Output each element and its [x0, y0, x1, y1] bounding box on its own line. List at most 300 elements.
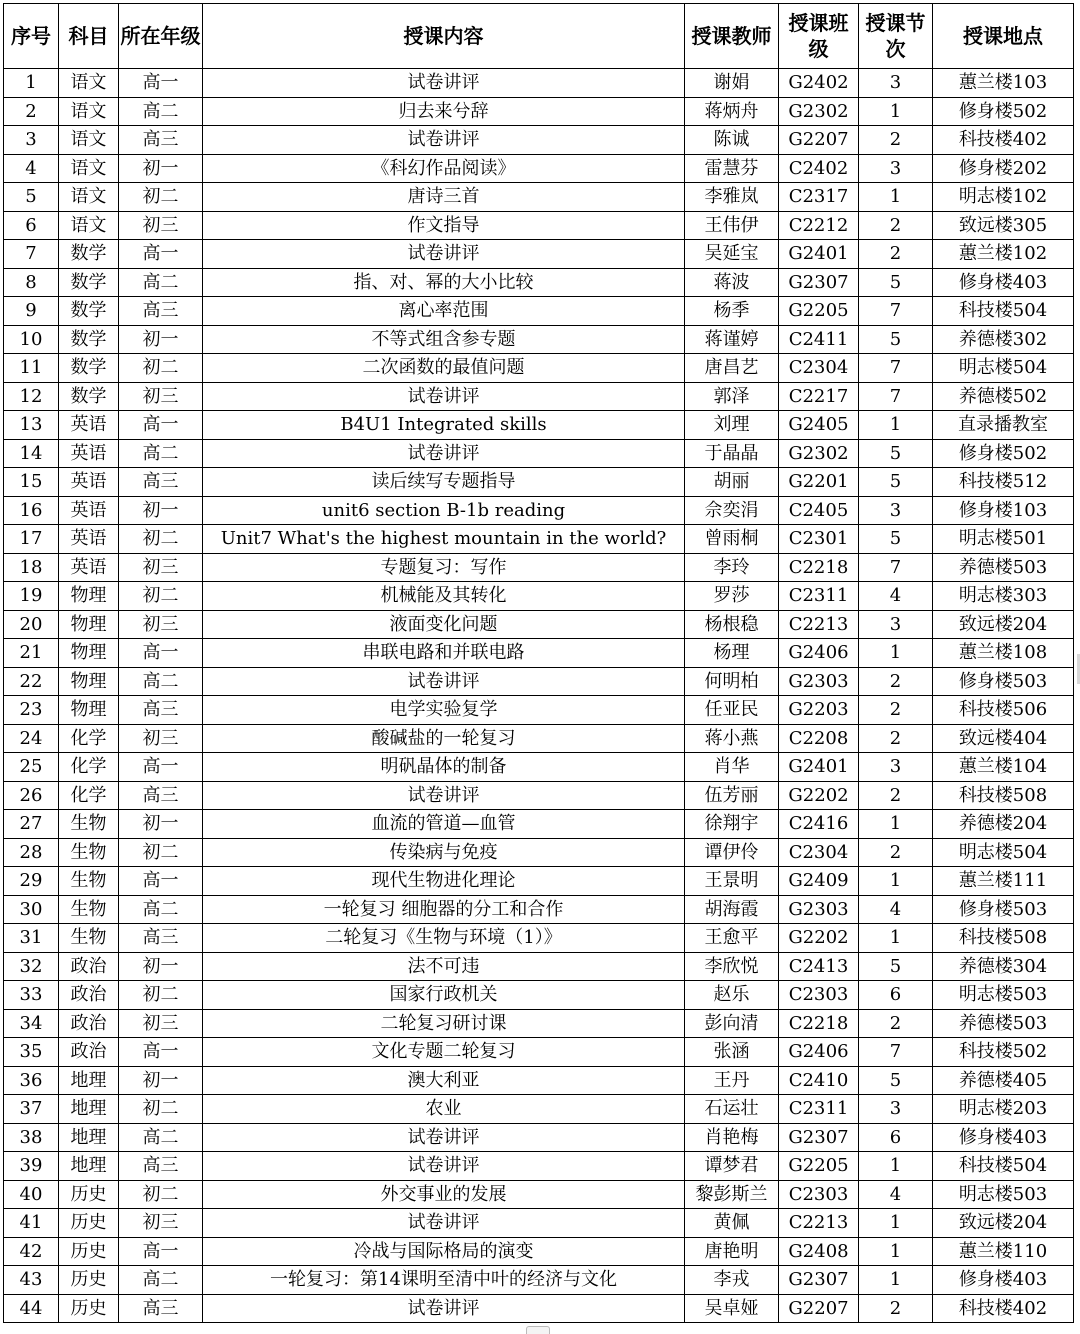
cell-grade: 初三 — [119, 211, 203, 240]
cell-teacher: 王伟伊 — [685, 211, 779, 240]
cell-location: 致远楼305 — [933, 211, 1074, 240]
cell-class: G2401 — [779, 240, 859, 269]
cell-subject: 生物 — [59, 867, 119, 896]
cell-class: G2205 — [779, 1152, 859, 1181]
cell-teacher: 于晶晶 — [685, 439, 779, 468]
cell-subject: 历史 — [59, 1180, 119, 1209]
cell-teacher: 吴卓娅 — [685, 1294, 779, 1323]
cell-class: G2207 — [779, 1294, 859, 1323]
header-location: 授课地点 — [933, 4, 1074, 69]
cell-grade: 初一 — [119, 952, 203, 981]
cell-period: 5 — [859, 952, 933, 981]
cell-subject: 政治 — [59, 981, 119, 1010]
table-row — [4, 867, 1074, 896]
cell-subject: 生物 — [59, 924, 119, 953]
cell-grade: 高三 — [119, 781, 203, 810]
cell-subject: 语文 — [59, 211, 119, 240]
cell-teacher: 罗莎 — [685, 582, 779, 611]
cell-location: 科技楼502 — [933, 1038, 1074, 1067]
cell-teacher: 刘理 — [685, 411, 779, 440]
cell-subject: 数学 — [59, 240, 119, 269]
cell-teacher: 黄佩 — [685, 1209, 779, 1238]
cell-class: C2303 — [779, 981, 859, 1010]
table-row — [4, 69, 1074, 98]
cell-content: 归去来兮辞 — [203, 97, 685, 126]
cell-teacher: 赵乐 — [685, 981, 779, 1010]
cell-class: C2416 — [779, 810, 859, 839]
table-row — [4, 1180, 1074, 1209]
cell-location: 修身楼103 — [933, 496, 1074, 525]
cell-location: 科技楼506 — [933, 696, 1074, 725]
cell-location: 养德楼405 — [933, 1066, 1074, 1095]
cell-grade: 初一 — [119, 154, 203, 183]
cell-content: 作文指导 — [203, 211, 685, 240]
cell-teacher: 谭伊伶 — [685, 838, 779, 867]
cell-teacher: 李玲 — [685, 553, 779, 582]
cell-period: 2 — [859, 724, 933, 753]
cell-period: 6 — [859, 981, 933, 1010]
cell-content: 机械能及其转化 — [203, 582, 685, 611]
cell-grade: 初一 — [119, 810, 203, 839]
cell-location: 科技楼512 — [933, 468, 1074, 497]
cell-teacher: 胡海霞 — [685, 895, 779, 924]
cell-period: 3 — [859, 496, 933, 525]
cell-subject: 历史 — [59, 1237, 119, 1266]
cell-period: 3 — [859, 1095, 933, 1124]
table-row — [4, 696, 1074, 725]
cell-class: G2201 — [779, 468, 859, 497]
cell-grade: 高二 — [119, 895, 203, 924]
cell-teacher: 王景明 — [685, 867, 779, 896]
cell-grade: 高一 — [119, 240, 203, 269]
cell-content: 一轮复习：第14课明至清中叶的经济与文化 — [203, 1266, 685, 1295]
cell-location: 明志楼102 — [933, 183, 1074, 212]
table-row — [4, 325, 1074, 354]
header-grade: 所在年级 — [119, 4, 203, 69]
cell-class: G2307 — [779, 1266, 859, 1295]
cell-index: 23 — [4, 696, 59, 725]
cell-grade: 初一 — [119, 496, 203, 525]
cell-subject: 物理 — [59, 610, 119, 639]
table-row — [4, 1123, 1074, 1152]
table-row — [4, 1209, 1074, 1238]
cell-class: C2311 — [779, 582, 859, 611]
cell-content: 电学实验复学 — [203, 696, 685, 725]
cell-content: 串联电路和并联电路 — [203, 639, 685, 668]
table-row — [4, 468, 1074, 497]
cell-period: 2 — [859, 1009, 933, 1038]
cell-index: 32 — [4, 952, 59, 981]
cell-content: 法不可违 — [203, 952, 685, 981]
cell-period: 1 — [859, 867, 933, 896]
cell-period: 7 — [859, 553, 933, 582]
table-row — [4, 382, 1074, 411]
cell-index: 14 — [4, 439, 59, 468]
cell-grade: 高二 — [119, 268, 203, 297]
table-row — [4, 838, 1074, 867]
cell-teacher: 黎彭斯兰 — [685, 1180, 779, 1209]
cell-teacher: 蒋谨婷 — [685, 325, 779, 354]
cell-class: G2409 — [779, 867, 859, 896]
cell-class: C2212 — [779, 211, 859, 240]
cell-index: 11 — [4, 354, 59, 383]
cell-index: 27 — [4, 810, 59, 839]
cell-content: 一轮复习 细胞器的分工和合作 — [203, 895, 685, 924]
table-row — [4, 126, 1074, 155]
cell-location: 致远楼404 — [933, 724, 1074, 753]
cell-class: C2218 — [779, 553, 859, 582]
cell-period: 3 — [859, 69, 933, 98]
cell-subject: 政治 — [59, 952, 119, 981]
cell-location: 修身楼202 — [933, 154, 1074, 183]
cell-grade: 初二 — [119, 838, 203, 867]
cell-location: 明志楼504 — [933, 838, 1074, 867]
cell-location: 科技楼402 — [933, 1294, 1074, 1323]
cell-period: 2 — [859, 1294, 933, 1323]
cell-period: 2 — [859, 838, 933, 867]
cell-index: 43 — [4, 1266, 59, 1295]
cell-teacher: 蒋波 — [685, 268, 779, 297]
cell-index: 4 — [4, 154, 59, 183]
table-row — [4, 810, 1074, 839]
cell-location: 修身楼503 — [933, 667, 1074, 696]
cell-period: 5 — [859, 268, 933, 297]
cell-subject: 语文 — [59, 126, 119, 155]
cell-subject: 英语 — [59, 525, 119, 554]
cell-index: 34 — [4, 1009, 59, 1038]
cell-teacher: 李戎 — [685, 1266, 779, 1295]
cell-grade: 高三 — [119, 126, 203, 155]
cell-teacher: 彭向清 — [685, 1009, 779, 1038]
cell-location: 明志楼504 — [933, 354, 1074, 383]
table-row — [4, 895, 1074, 924]
cell-period: 1 — [859, 810, 933, 839]
cell-period: 6 — [859, 1123, 933, 1152]
cell-class: G2406 — [779, 1038, 859, 1067]
cell-content: 专题复习：写作 — [203, 553, 685, 582]
table-row — [4, 981, 1074, 1010]
cell-location: 修身楼502 — [933, 439, 1074, 468]
cell-content: 试卷讲评 — [203, 126, 685, 155]
cell-location: 明志楼203 — [933, 1095, 1074, 1124]
cell-index: 42 — [4, 1237, 59, 1266]
cell-period: 1 — [859, 411, 933, 440]
cell-location: 致远楼204 — [933, 610, 1074, 639]
cell-grade: 高一 — [119, 69, 203, 98]
cell-grade: 高三 — [119, 297, 203, 326]
cell-content: 试卷讲评 — [203, 1294, 685, 1323]
cell-location: 养德楼502 — [933, 382, 1074, 411]
cell-content: 试卷讲评 — [203, 439, 685, 468]
cell-content: 试卷讲评 — [203, 1123, 685, 1152]
cell-grade: 高二 — [119, 439, 203, 468]
cell-subject: 历史 — [59, 1266, 119, 1295]
cell-period: 2 — [859, 240, 933, 269]
cell-teacher: 杨理 — [685, 639, 779, 668]
cell-grade: 高二 — [119, 1266, 203, 1295]
cell-content: 离心率范围 — [203, 297, 685, 326]
cell-location: 科技楼504 — [933, 297, 1074, 326]
cell-period: 1 — [859, 639, 933, 668]
cell-grade: 初三 — [119, 382, 203, 411]
table-row — [4, 639, 1074, 668]
cell-content: 二轮复习研讨课 — [203, 1009, 685, 1038]
cell-teacher: 王丹 — [685, 1066, 779, 1095]
cell-index: 5 — [4, 183, 59, 212]
cell-teacher: 伍芳丽 — [685, 781, 779, 810]
cell-teacher: 蒋小燕 — [685, 724, 779, 753]
cell-grade: 初三 — [119, 1209, 203, 1238]
cell-index: 30 — [4, 895, 59, 924]
cell-period: 2 — [859, 667, 933, 696]
cell-class: G2303 — [779, 667, 859, 696]
cell-subject: 英语 — [59, 496, 119, 525]
cell-index: 17 — [4, 525, 59, 554]
cell-teacher: 谢娟 — [685, 69, 779, 98]
table-row — [4, 439, 1074, 468]
cell-subject: 地理 — [59, 1152, 119, 1181]
cell-grade: 高一 — [119, 753, 203, 782]
cell-location: 蕙兰楼104 — [933, 753, 1074, 782]
cell-class: C2304 — [779, 838, 859, 867]
cell-teacher: 唐艳明 — [685, 1237, 779, 1266]
cell-period: 2 — [859, 696, 933, 725]
cell-content: 指、对、幂的大小比较 — [203, 268, 685, 297]
table-row — [4, 1237, 1074, 1266]
cell-period: 5 — [859, 439, 933, 468]
cell-subject: 政治 — [59, 1038, 119, 1067]
cell-index: 26 — [4, 781, 59, 810]
header-teacher: 授课教师 — [685, 4, 779, 69]
cell-subject: 生物 — [59, 895, 119, 924]
cell-class: G2202 — [779, 924, 859, 953]
table-row — [4, 781, 1074, 810]
header-period: 授课节次 — [859, 4, 933, 69]
cell-period: 5 — [859, 468, 933, 497]
cell-subject: 数学 — [59, 297, 119, 326]
cell-subject: 物理 — [59, 667, 119, 696]
cell-class: G2405 — [779, 411, 859, 440]
cell-class: C2208 — [779, 724, 859, 753]
cell-class: C2301 — [779, 525, 859, 554]
table-row — [4, 610, 1074, 639]
cell-content: 明矾晶体的制备 — [203, 753, 685, 782]
cell-teacher: 张涵 — [685, 1038, 779, 1067]
cell-period: 3 — [859, 154, 933, 183]
cell-teacher: 王愈平 — [685, 924, 779, 953]
cell-class: G2401 — [779, 753, 859, 782]
cell-index: 10 — [4, 325, 59, 354]
cell-period: 3 — [859, 610, 933, 639]
cell-teacher: 杨季 — [685, 297, 779, 326]
table-row — [4, 753, 1074, 782]
cell-class: C2402 — [779, 154, 859, 183]
cell-grade: 初二 — [119, 981, 203, 1010]
cell-period: 2 — [859, 126, 933, 155]
table-row — [4, 97, 1074, 126]
cell-subject: 生物 — [59, 838, 119, 867]
cell-class: G2302 — [779, 439, 859, 468]
cell-index: 20 — [4, 610, 59, 639]
cell-grade: 高三 — [119, 696, 203, 725]
cell-teacher: 李雅岚 — [685, 183, 779, 212]
cell-period: 1 — [859, 183, 933, 212]
cell-class: C2405 — [779, 496, 859, 525]
cell-class: C2213 — [779, 610, 859, 639]
cell-index: 1 — [4, 69, 59, 98]
cell-subject: 数学 — [59, 325, 119, 354]
cell-grade: 高三 — [119, 1152, 203, 1181]
cell-grade: 高三 — [119, 468, 203, 497]
cell-class: C2213 — [779, 1209, 859, 1238]
table-row — [4, 1038, 1074, 1067]
cell-location: 明志楼503 — [933, 981, 1074, 1010]
table-row — [4, 297, 1074, 326]
cell-content: unit6 section B-1b reading — [203, 496, 685, 525]
cell-location: 养德楼503 — [933, 1009, 1074, 1038]
cell-location: 养德楼302 — [933, 325, 1074, 354]
cell-grade: 初二 — [119, 354, 203, 383]
cell-teacher: 唐昌艺 — [685, 354, 779, 383]
cell-content: 试卷讲评 — [203, 781, 685, 810]
cell-teacher: 李欣悦 — [685, 952, 779, 981]
cell-subject: 政治 — [59, 1009, 119, 1038]
cell-location: 修身楼502 — [933, 97, 1074, 126]
cell-location: 修身楼503 — [933, 895, 1074, 924]
cell-location: 致远楼204 — [933, 1209, 1074, 1238]
cell-subject: 语文 — [59, 69, 119, 98]
cell-location: 明志楼303 — [933, 582, 1074, 611]
cell-content: 国家行政机关 — [203, 981, 685, 1010]
cell-grade: 初二 — [119, 582, 203, 611]
cell-content: 冷战与国际格局的演变 — [203, 1237, 685, 1266]
cell-subject: 英语 — [59, 553, 119, 582]
cell-index: 15 — [4, 468, 59, 497]
cell-index: 38 — [4, 1123, 59, 1152]
cell-subject: 物理 — [59, 639, 119, 668]
cell-teacher: 佘奕涓 — [685, 496, 779, 525]
cell-class: C2217 — [779, 382, 859, 411]
table-row — [4, 1294, 1074, 1323]
cell-grade: 高一 — [119, 411, 203, 440]
header-index: 序号 — [4, 4, 59, 69]
cell-content: 试卷讲评 — [203, 69, 685, 98]
cell-grade: 初二 — [119, 525, 203, 554]
cell-content: 液面变化问题 — [203, 610, 685, 639]
cell-period: 3 — [859, 753, 933, 782]
cell-content: 农业 — [203, 1095, 685, 1124]
cell-location: 修身楼403 — [933, 268, 1074, 297]
cell-content: 澳大利亚 — [203, 1066, 685, 1095]
cell-subject: 地理 — [59, 1066, 119, 1095]
cell-period: 4 — [859, 895, 933, 924]
cell-index: 28 — [4, 838, 59, 867]
cell-index: 31 — [4, 924, 59, 953]
cell-grade: 初一 — [119, 1066, 203, 1095]
cell-index: 33 — [4, 981, 59, 1010]
cell-teacher: 曾雨桐 — [685, 525, 779, 554]
table-row — [4, 667, 1074, 696]
table-row — [4, 525, 1074, 554]
cell-subject: 生物 — [59, 810, 119, 839]
cell-teacher: 石运壮 — [685, 1095, 779, 1124]
cell-teacher: 谭梦君 — [685, 1152, 779, 1181]
cell-content: 血流的管道—血管 — [203, 810, 685, 839]
cell-index: 3 — [4, 126, 59, 155]
cell-content: 酸碱盐的一轮复习 — [203, 724, 685, 753]
cell-content: 《科幻作品阅读》 — [203, 154, 685, 183]
cell-index: 2 — [4, 97, 59, 126]
cell-location: 科技楼508 — [933, 781, 1074, 810]
cell-location: 直录播教室 — [933, 411, 1074, 440]
cell-index: 16 — [4, 496, 59, 525]
cell-class: G2302 — [779, 97, 859, 126]
cell-index: 36 — [4, 1066, 59, 1095]
cell-location: 蕙兰楼102 — [933, 240, 1074, 269]
cell-class: G2203 — [779, 696, 859, 725]
cell-grade: 高一 — [119, 867, 203, 896]
cell-subject: 语文 — [59, 154, 119, 183]
cell-content: 现代生物进化理论 — [203, 867, 685, 896]
table-row — [4, 154, 1074, 183]
cell-teacher: 胡丽 — [685, 468, 779, 497]
cell-index: 21 — [4, 639, 59, 668]
cell-content: 唐诗三首 — [203, 183, 685, 212]
cell-teacher: 何明柏 — [685, 667, 779, 696]
cell-content: 读后续写专题指导 — [203, 468, 685, 497]
cell-teacher: 杨根稳 — [685, 610, 779, 639]
cell-subject: 地理 — [59, 1123, 119, 1152]
cell-index: 8 — [4, 268, 59, 297]
cell-period: 2 — [859, 781, 933, 810]
cell-location: 蕙兰楼108 — [933, 639, 1074, 668]
cell-content: 二轮复习《生物与环境（1）》 — [203, 924, 685, 953]
cell-class: G2205 — [779, 297, 859, 326]
cell-content: 不等式组含参专题 — [203, 325, 685, 354]
cell-subject: 化学 — [59, 724, 119, 753]
cell-class: C2411 — [779, 325, 859, 354]
cell-content: 试卷讲评 — [203, 1209, 685, 1238]
cell-index: 9 — [4, 297, 59, 326]
cell-index: 29 — [4, 867, 59, 896]
cell-index: 25 — [4, 753, 59, 782]
cell-period: 1 — [859, 1266, 933, 1295]
cell-class: G2307 — [779, 1123, 859, 1152]
cell-period: 1 — [859, 97, 933, 126]
cell-location: 科技楼508 — [933, 924, 1074, 953]
cell-location: 蕙兰楼103 — [933, 69, 1074, 98]
table-row — [4, 354, 1074, 383]
header-subject: 科目 — [59, 4, 119, 69]
cell-subject: 化学 — [59, 753, 119, 782]
cell-subject: 历史 — [59, 1294, 119, 1323]
cell-location: 养德楼503 — [933, 553, 1074, 582]
cell-subject: 数学 — [59, 354, 119, 383]
cell-period: 5 — [859, 325, 933, 354]
cell-location: 养德楼204 — [933, 810, 1074, 839]
cell-index: 19 — [4, 582, 59, 611]
cell-subject: 化学 — [59, 781, 119, 810]
cell-location: 明志楼501 — [933, 525, 1074, 554]
cell-grade: 初二 — [119, 183, 203, 212]
cell-class: C2311 — [779, 1095, 859, 1124]
cell-index: 12 — [4, 382, 59, 411]
cell-index: 40 — [4, 1180, 59, 1209]
header-class: 授课班级 — [779, 4, 859, 69]
table-row — [4, 553, 1074, 582]
cell-class: C2410 — [779, 1066, 859, 1095]
cell-grade: 初三 — [119, 724, 203, 753]
